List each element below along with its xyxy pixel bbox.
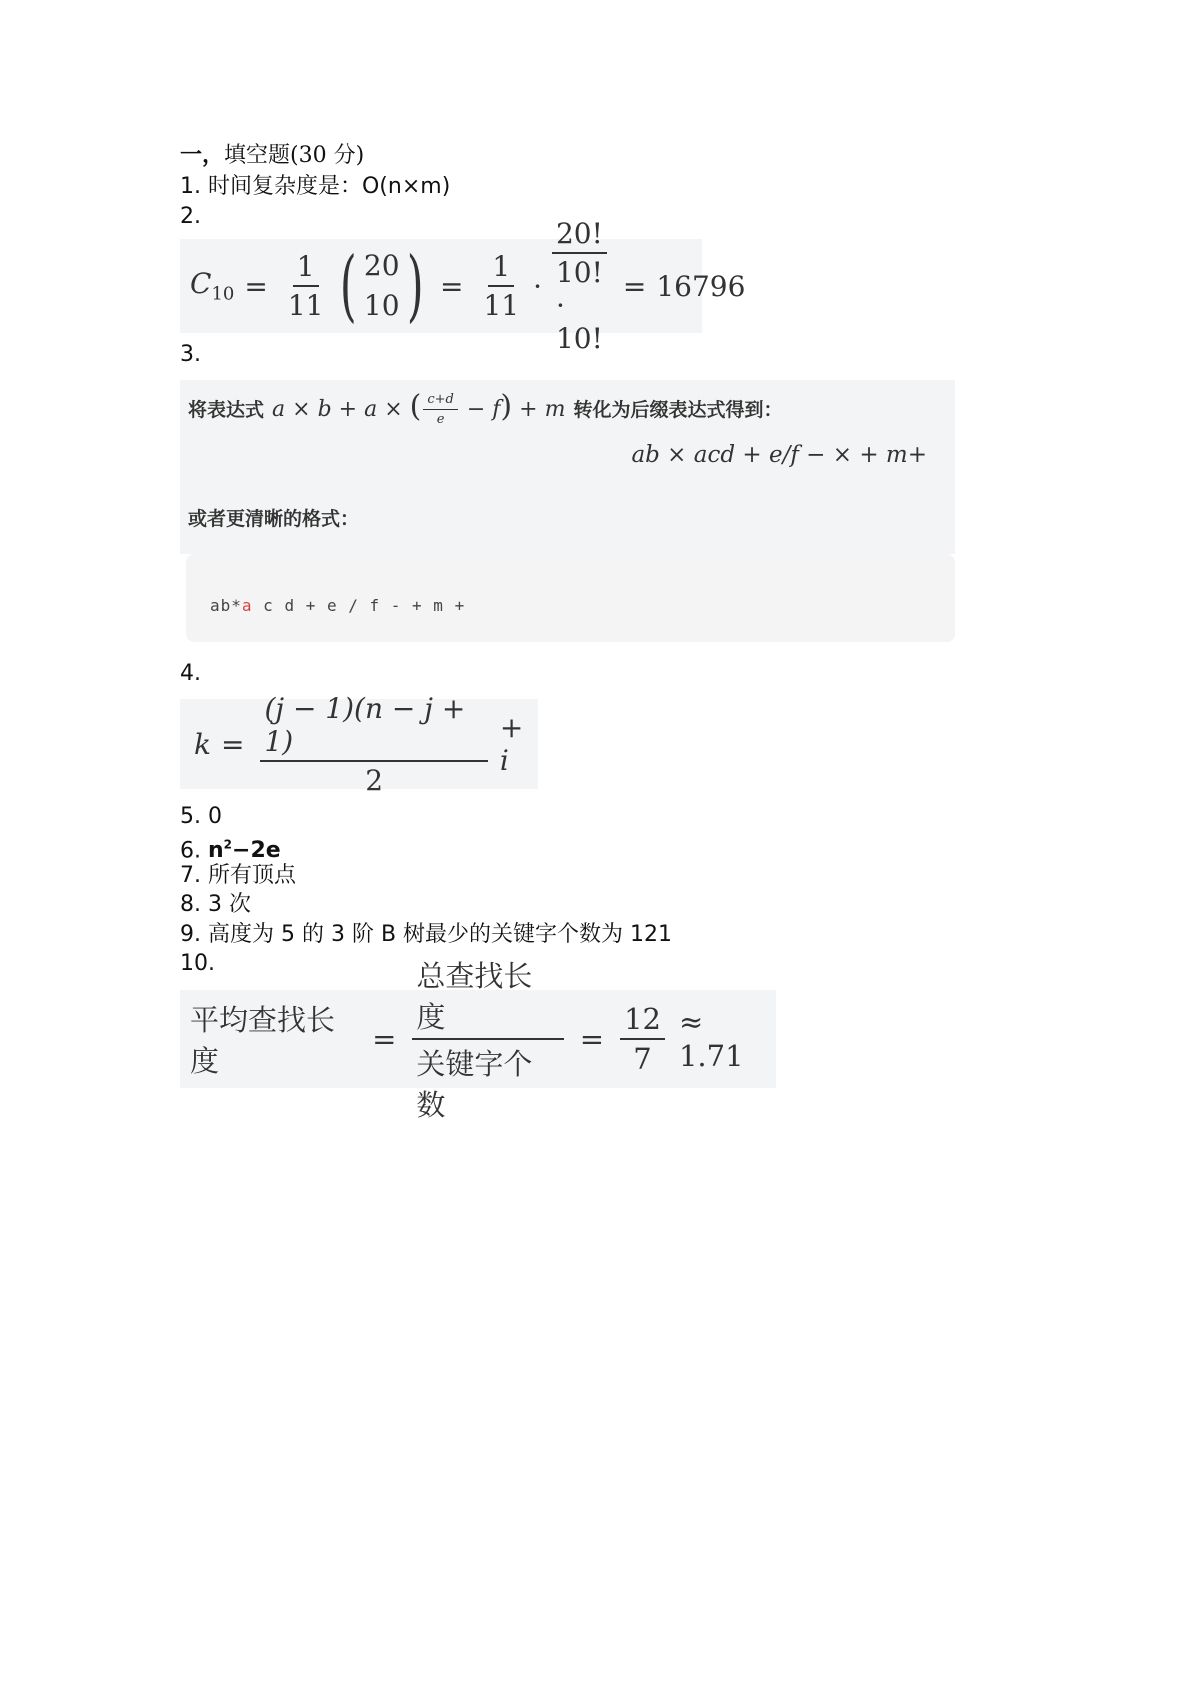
binomial-coefficient: ( 20 10 ) xyxy=(340,241,424,331)
question-7: 7. 所有顶点 xyxy=(180,863,296,888)
equals-sign: = xyxy=(579,1022,605,1056)
q6-answer: $n^2-2e$ xyxy=(207,838,281,864)
fraction-factorials: $\frac{20!}{10! \cdot 10!}$ xyxy=(552,217,607,355)
catalan-lhs: $C_{10}$ xyxy=(190,267,235,305)
intro-prefix: 将表达式 xyxy=(188,398,265,421)
section-prefix: 一， xyxy=(180,143,225,168)
avg-lhs: 平均查找长度 xyxy=(190,1003,336,1078)
question-2-label: 2. xyxy=(180,204,201,229)
fraction-1-over-11-b: $\frac{1}{11}$ xyxy=(483,250,520,322)
question-4-label: 4. xyxy=(180,661,201,686)
question-1 xyxy=(180,171,450,202)
question-5: 5. 0 xyxy=(180,804,222,829)
postfix-display: ab × acd + e/f − × + m+ xyxy=(631,442,927,468)
postfix-intro-line xyxy=(188,386,782,430)
postfix-answer-box xyxy=(180,380,955,554)
formula-lhs: k xyxy=(194,727,211,761)
catalan-result: 16796 xyxy=(656,269,746,303)
intro-suffix: 转化为后缀表达式得到： xyxy=(573,398,783,421)
question-8: 8. 3 次 xyxy=(180,892,251,917)
code-block xyxy=(186,554,955,642)
index-formula-box xyxy=(180,691,538,797)
fraction-1-over-11: $\frac{1}{11}$ xyxy=(287,250,324,322)
question-3-label: 3. xyxy=(180,342,201,367)
question-6: 6. $n^2-2e$ xyxy=(180,838,281,864)
q1-label: 1. 时间复杂度是： xyxy=(180,174,362,199)
equals-sign: = xyxy=(439,269,464,303)
formula-tail: + i xyxy=(499,711,524,777)
section-text: 填空题(30 分) xyxy=(224,143,365,168)
equals-sign: = xyxy=(244,269,268,303)
equals-sign: = xyxy=(622,269,647,303)
code-text: ab*a c d + e / f - + m + xyxy=(210,596,466,615)
question-9: 9. 高度为 5 的 3 阶 B 树最少的关键字个数为 121 xyxy=(180,922,673,947)
approx-result: ≈ 1.71 xyxy=(678,1005,744,1073)
infix-expression: a × b + a × ( $\frac{c+d}{e}$ − f) + m xyxy=(272,388,566,428)
question-10-label: 10. xyxy=(180,951,215,976)
equals-sign: = xyxy=(220,727,245,761)
section-title xyxy=(180,140,364,171)
search-fraction: $\frac{\text{总查找长度}}{\text{关键字个数}}$ xyxy=(412,954,563,1124)
fraction-12-over-7: $\frac{12}{7}$ xyxy=(620,1002,665,1076)
q1-value: O(n×m) xyxy=(361,174,451,199)
index-fraction: $\frac{(j - 1)(n - j + 1)}{2}$ xyxy=(260,692,487,797)
equals-sign: = xyxy=(372,1022,397,1056)
clearer-format-label: 或者更清晰的格式： xyxy=(188,508,360,530)
catalan-formula-box: $C_{10}$ = $\frac{1}{11}$ ( 20 10 ) = $\frac{1}{11}$ · $\frac{20!}{10! \cdot 10!}$ = 16796 xyxy=(180,239,702,333)
